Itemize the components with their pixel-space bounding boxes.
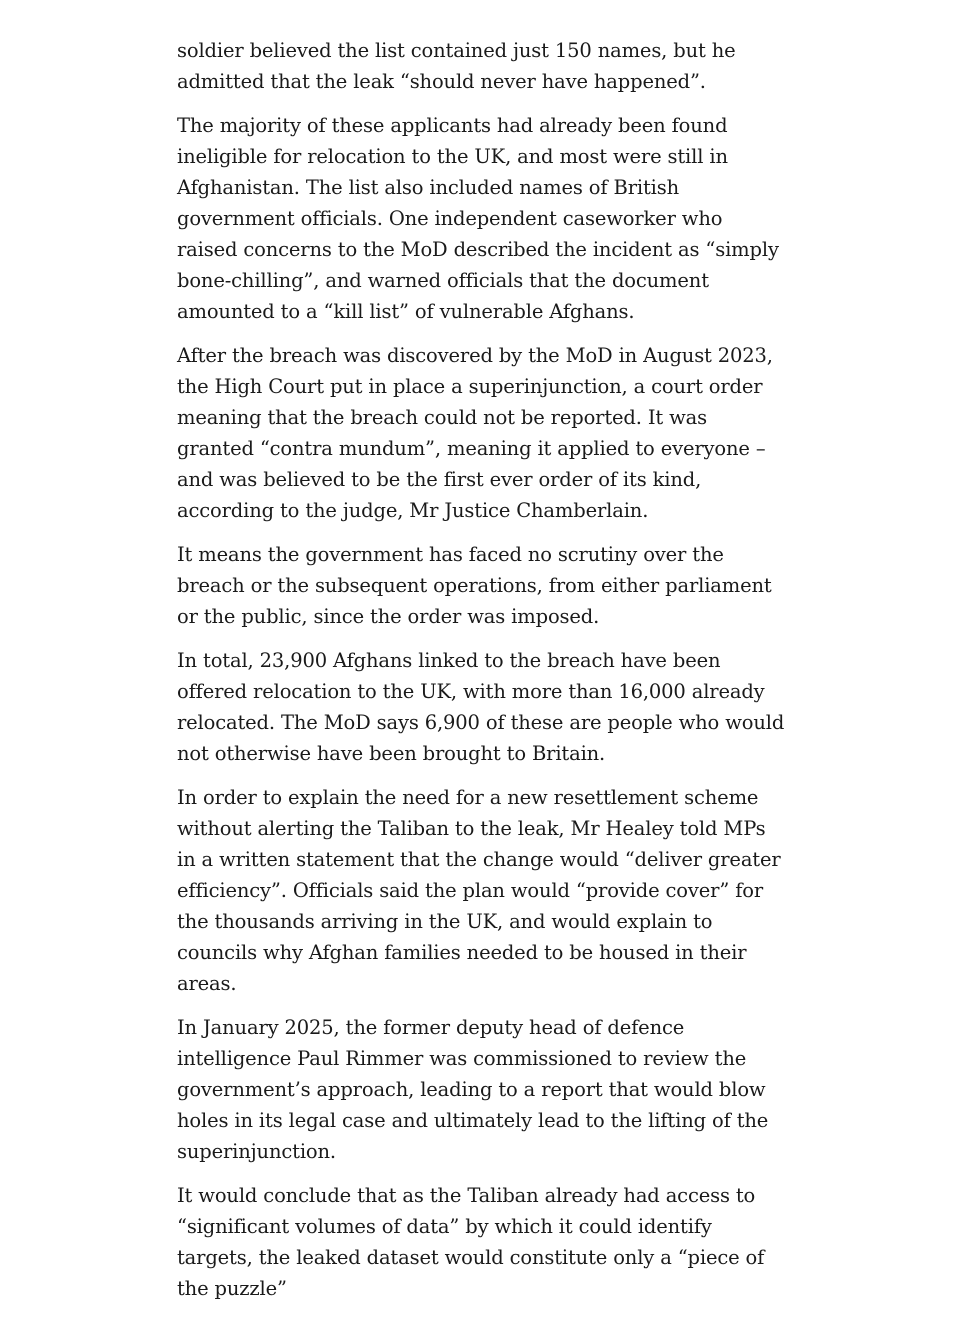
article-paragraph: In total, 23,900 Afghans linked to the breach have been offered relocation to the UK, with more than 16,000 already relocated. The MoD says 6,900 of these are people who would not otherwise have been brought to Britain. [177,649,785,765]
article-paragraph: In order to explain the need for a new resettlement scheme without alerting the Taliban to the leak, Mr Healey told MPs in a written statement that the change would “deliver greater efficiency”. Officials said the plan would “provide cover” for the thousands arriving in the UK, and would explain to councils why Afghan families needed to be housed in their areas. [177,786,781,995]
article-body [177,35,787,1317]
article-paragraph: soldier believed the list contained just 150 names, but he admitted that the leak “should never have happened”. [177,39,736,93]
article-paragraph: In January 2025, the former deputy head of defence intelligence Paul Rimmer was commissioned to review the government’s approach, leading to a report that would blow holes in its legal case and ultimately lead to the lifting of the superinjunction. [177,1016,769,1163]
article-paragraph: After the breach was discovered by the MoD in August 2023, the High Court put in place a superinjunction, a court order meaning that the breach could not be reported. It was granted “contra mundum”, meaning it applied to everyone – and was believed to be the first ever order of its kind, according to the judge, Mr Justice Chamberlain. [177,344,773,522]
article-paragraph: The majority of these applicants had already been found ineligible for relocation to the UK, and most were still in Afghanistan. The list also included names of British government officials. One independent caseworker who raised concerns to the MoD described the incident as “simply bone-chilling”, and warned officials that the document amounted to a “kill list” of vulnerable Afghans. [177,114,779,323]
article-paragraph: It means the government has faced no scrutiny over the breach or the subsequent operations, from either parliament or the public, since the order was imposed. [177,543,772,628]
article-paragraph: It would conclude that as the Taliban already had access to “significant volumes of data” by which it could identify targets, the leaked dataset would constitute only a “piece of the puzzle” [177,1184,765,1300]
